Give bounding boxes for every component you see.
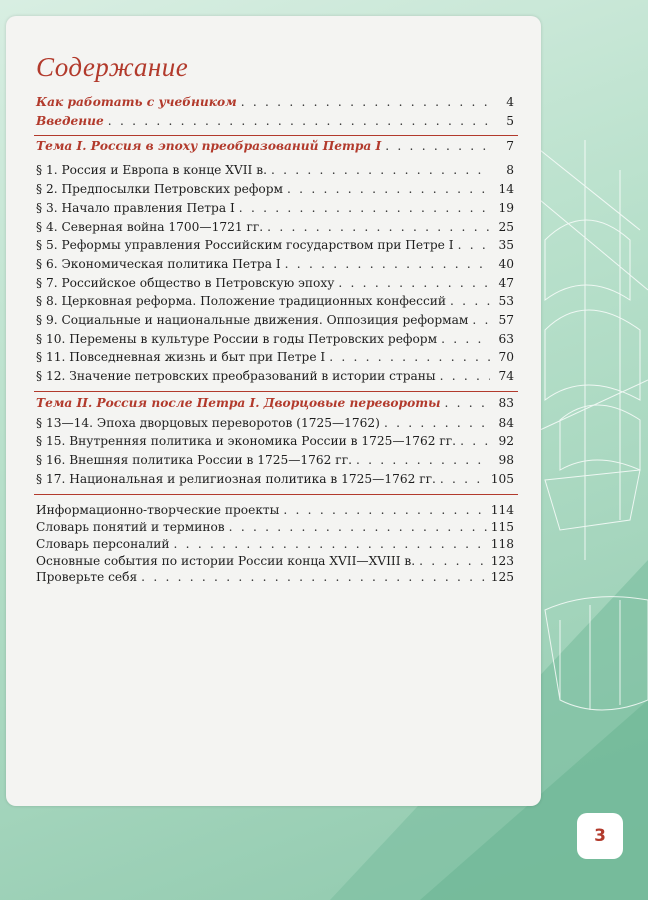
toc-entry[interactable] bbox=[36, 163, 514, 181]
toc-leader-dots bbox=[141, 570, 487, 584]
toc-entry-label: Основные события по истории России конца XVII—XVIII в. bbox=[36, 554, 416, 568]
toc-entry[interactable] bbox=[36, 257, 514, 275]
toc-leader-dots bbox=[440, 472, 487, 486]
toc-entry[interactable] bbox=[36, 294, 514, 312]
section-divider bbox=[34, 391, 518, 392]
toc-entry-label: § 11. Повседневная жизнь и быт при Петре I bbox=[36, 350, 326, 364]
toc-entry[interactable] bbox=[36, 332, 514, 350]
toc-entry-page: 8 bbox=[506, 163, 514, 177]
toc-entry[interactable] bbox=[36, 503, 514, 521]
toc-entry-page: 70 bbox=[498, 350, 514, 364]
toc-leader-dots bbox=[229, 520, 487, 534]
toc-entry-page: 35 bbox=[498, 238, 514, 252]
toc-entry[interactable] bbox=[36, 114, 514, 132]
toc-entry-label: § 15. Внутренняя политика и экономика России в 1725—1762 гг. bbox=[36, 434, 457, 448]
toc-entry-page: 118 bbox=[490, 537, 514, 551]
toc-entry-label: Как работать с учебником bbox=[36, 95, 237, 109]
toc-entry-page: 14 bbox=[498, 182, 514, 196]
toc-entry[interactable] bbox=[36, 220, 514, 238]
toc-entry[interactable] bbox=[36, 520, 514, 538]
toc-leader-dots bbox=[338, 276, 490, 290]
toc-entry-label: Тема I. Россия в эпоху преобразований Петра I bbox=[36, 139, 382, 153]
toc-entry[interactable] bbox=[36, 139, 514, 157]
toc-leader-dots bbox=[285, 257, 490, 271]
toc-entry[interactable] bbox=[36, 396, 514, 414]
toc-entry-page: 83 bbox=[498, 396, 514, 410]
toc-entry-page: 105 bbox=[490, 472, 514, 486]
toc-entry-label: § 10. Перемены в культуре России в годы Петровских реформ bbox=[36, 332, 438, 346]
toc-entry-label: § 2. Предпосылки Петровских реформ bbox=[36, 182, 284, 196]
toc-entry-label: § 6. Экономическая политика Петра I bbox=[36, 257, 281, 271]
toc-entry[interactable] bbox=[36, 313, 514, 331]
toc-entry[interactable] bbox=[36, 276, 514, 294]
toc-entry-label: Словарь понятий и терминов bbox=[36, 520, 225, 534]
toc-entry-label: Тема II. Россия после Петра I. Дворцовые перевороты bbox=[36, 396, 441, 410]
toc-entry[interactable] bbox=[36, 238, 514, 256]
toc-entry-page: 53 bbox=[498, 294, 514, 308]
toc-leader-dots bbox=[384, 416, 490, 430]
toc-entry[interactable] bbox=[36, 95, 514, 113]
toc-entry-label: Проверьте себя bbox=[36, 570, 138, 584]
toc-entry-label: § 8. Церковная реформа. Положение традиционных конфессий bbox=[36, 294, 447, 308]
toc-leader-dots bbox=[440, 369, 490, 383]
toc-entry-label: § 3. Начало правления Петра I bbox=[36, 201, 235, 215]
toc-leader-dots bbox=[472, 313, 490, 327]
toc-entry-label: § 17. Национальная и религиозная политика в 1725—1762 гг. bbox=[36, 472, 436, 486]
toc-entry[interactable] bbox=[36, 369, 514, 387]
toc-leader-dots bbox=[287, 182, 490, 196]
toc-entry[interactable] bbox=[36, 201, 514, 219]
toc-entry[interactable] bbox=[36, 182, 514, 200]
toc-leader-dots bbox=[460, 434, 490, 448]
toc-leader-dots bbox=[174, 537, 487, 551]
toc-entry-page: 19 bbox=[498, 201, 514, 215]
page-number-badge: 3 bbox=[577, 813, 623, 859]
toc-entry-page: 47 bbox=[498, 276, 514, 290]
toc-entry-label: § 13—14. Эпоха дворцовых переворотов (1725—1762) bbox=[36, 416, 380, 430]
toc-entry[interactable] bbox=[36, 570, 514, 588]
toc-leader-dots bbox=[241, 95, 490, 109]
toc-entry-label: Информационно-творческие проекты bbox=[36, 503, 280, 517]
toc-leader-dots bbox=[108, 114, 490, 128]
section-divider bbox=[34, 494, 518, 495]
toc-entry-label: § 12. Значение петровских преобразований в истории страны bbox=[36, 369, 436, 383]
toc-entry[interactable] bbox=[36, 472, 514, 490]
toc-entry[interactable] bbox=[36, 416, 514, 434]
toc-entry-label: Словарь персоналий bbox=[36, 537, 170, 551]
toc-leader-dots bbox=[271, 163, 490, 177]
toc-entry[interactable] bbox=[36, 453, 514, 471]
toc-entry[interactable] bbox=[36, 537, 514, 555]
toc-entry-label: § 5. Реформы управления Российским государством при Петре I bbox=[36, 238, 454, 252]
toc-entry-page: 40 bbox=[498, 257, 514, 271]
toc-entry-label: § 1. Россия и Европа в конце XVII в. bbox=[36, 163, 267, 177]
toc-entry-page: 114 bbox=[490, 503, 514, 517]
toc-leader-dots bbox=[419, 554, 487, 568]
toc-entry-page: 25 bbox=[498, 220, 514, 234]
toc-entry-page: 63 bbox=[498, 332, 514, 346]
toc-entry-page: 4 bbox=[506, 95, 514, 109]
toc-entry-label: § 9. Социальные и национальные движения. Оппозиция реформам bbox=[36, 313, 469, 327]
toc-entry[interactable] bbox=[36, 434, 514, 452]
toc-entry-page: 92 bbox=[498, 434, 514, 448]
toc-entry-page: 123 bbox=[490, 554, 514, 568]
toc-leader-dots bbox=[445, 396, 490, 410]
toc-leader-dots bbox=[441, 332, 490, 346]
toc-entry-page: 98 bbox=[498, 453, 514, 467]
toc-entry-page: 84 bbox=[498, 416, 514, 430]
toc-entry-page: 7 bbox=[506, 139, 514, 153]
toc-leader-dots bbox=[356, 453, 490, 467]
toc-leader-dots bbox=[458, 238, 490, 252]
toc-entry-page: 74 bbox=[498, 369, 514, 383]
toc-leader-dots bbox=[385, 139, 490, 153]
toc-entry-page: 5 bbox=[506, 114, 514, 128]
page-title: Содержание bbox=[36, 52, 189, 82]
toc-entry-label: § 7. Российское общество в Петровскую эпоху bbox=[36, 276, 335, 290]
toc-leader-dots bbox=[329, 350, 490, 364]
toc-entry-label: Введение bbox=[36, 114, 104, 128]
toc-entry-label: § 4. Северная война 1700—1721 гг. bbox=[36, 220, 264, 234]
toc-leader-dots bbox=[267, 220, 490, 234]
toc-entry-page: 57 bbox=[498, 313, 514, 327]
toc-entry-label: § 16. Внешняя политика России в 1725—1762 гг. bbox=[36, 453, 352, 467]
toc-leader-dots bbox=[283, 503, 486, 517]
toc-entry-page: 125 bbox=[490, 570, 514, 584]
toc-entry-page: 115 bbox=[490, 520, 514, 534]
toc-leader-dots bbox=[239, 201, 490, 215]
toc-leader-dots bbox=[450, 294, 490, 308]
toc-entry[interactable] bbox=[36, 350, 514, 368]
section-divider bbox=[34, 135, 518, 136]
